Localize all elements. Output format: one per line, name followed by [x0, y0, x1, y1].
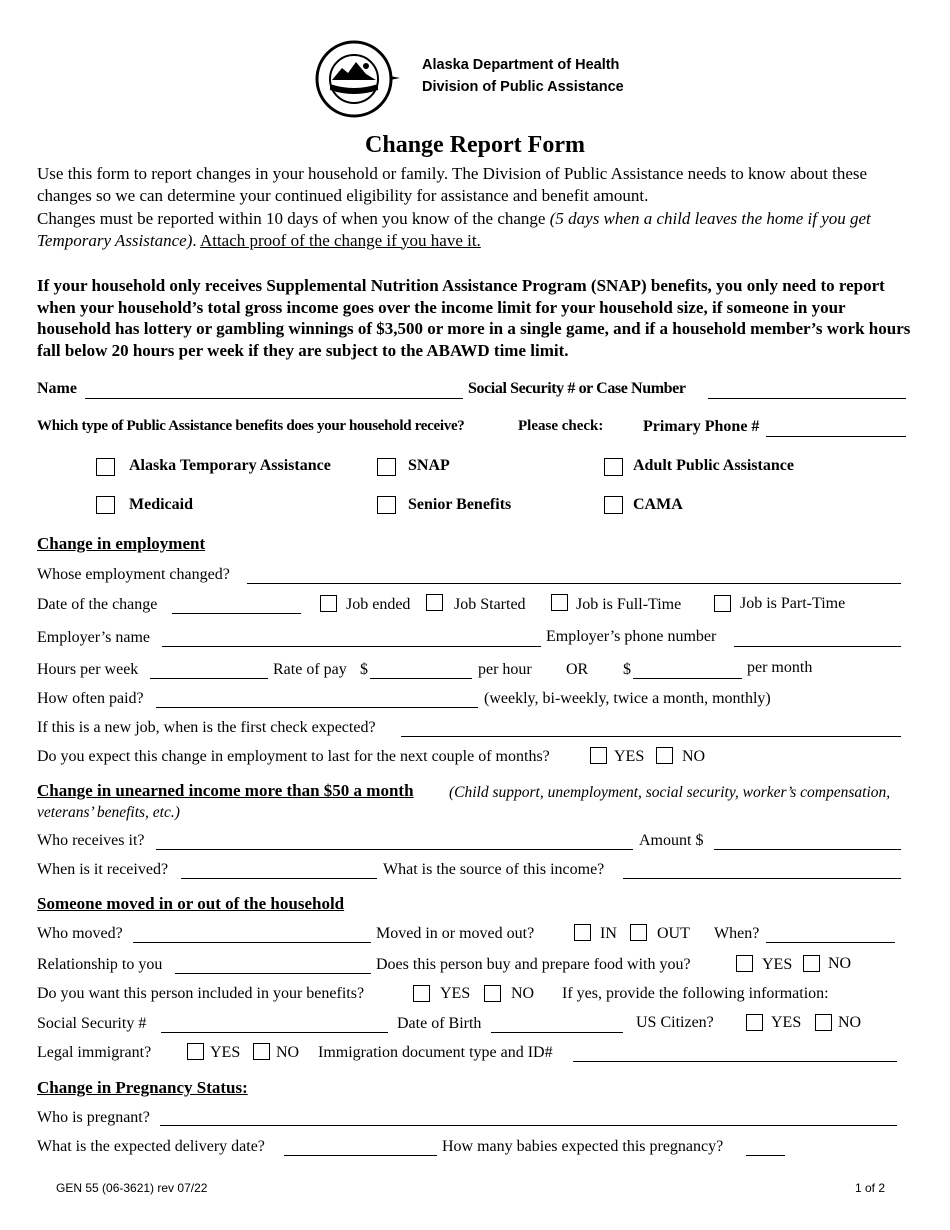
moved-out-checkbox[interactable]	[630, 924, 647, 941]
first-check-field[interactable]	[401, 718, 901, 737]
immigration-doc-label: Immigration document type and ID#	[318, 1044, 553, 1061]
moved-in-checkbox[interactable]	[574, 924, 591, 941]
who-pregnant-label: Who is pregnant?	[37, 1109, 150, 1126]
date-field[interactable]	[172, 595, 301, 614]
period: .	[192, 230, 200, 250]
expect-no-checkbox[interactable]	[656, 747, 673, 764]
intro-paragraph	[37, 163, 907, 206]
whose-label: Whose employment changed?	[37, 566, 230, 583]
member-ssn-field[interactable]	[161, 1014, 388, 1033]
state-seal	[308, 40, 400, 118]
expect-last-label: Do you expect this change in employment to last for the next couple of months?	[37, 748, 550, 765]
program-label: SNAP	[408, 457, 450, 474]
who-moved-field[interactable]	[133, 924, 371, 943]
dob-field[interactable]	[491, 1014, 623, 1033]
dob-label: Date of Birth	[397, 1015, 482, 1032]
when-received-field[interactable]	[181, 860, 377, 879]
job-started-checkbox[interactable]	[426, 594, 443, 611]
income-source-label: What is the source of this income?	[383, 861, 605, 878]
include-label: Do you want this person included in your benefits?	[37, 985, 365, 1002]
include-yes-checkbox[interactable]	[413, 985, 430, 1002]
when-received-label: When is it received?	[37, 861, 169, 878]
employer-name-field[interactable]	[162, 628, 541, 647]
part-time-label: Job is Part-Time	[740, 595, 846, 612]
household-heading: Someone moved in or out of the household	[37, 894, 345, 913]
immigration-doc-field[interactable]	[573, 1043, 897, 1062]
include-no-checkbox[interactable]	[484, 985, 501, 1002]
dollar-sign: $	[360, 661, 368, 678]
or-label: OR	[566, 661, 589, 678]
ssn-label: Social Security # or Case Number	[468, 380, 686, 397]
member-ssn-label: Social Security #	[37, 1015, 147, 1032]
division-name: Division of Public Assistance	[422, 79, 624, 95]
how-often-label: How often paid?	[37, 690, 144, 707]
legal-no-checkbox[interactable]	[253, 1043, 270, 1060]
legal-immigrant-label: Legal immigrant?	[37, 1044, 152, 1061]
amount-field[interactable]	[714, 831, 901, 850]
per-month-label: per month	[747, 659, 813, 676]
intro-text: Use this form to report changes in your household or family. The Division of Public Assistance needs to know about these changes so we can determine your continued eligibility for assistance and benefit amount.	[37, 164, 868, 205]
amount-label: Amount $	[639, 832, 704, 849]
whose-field[interactable]	[247, 565, 901, 584]
citizen-label: US Citizen?	[636, 1014, 714, 1031]
relationship-label: Relationship to you	[37, 956, 163, 973]
no-label: NO	[511, 985, 535, 1002]
yes-label: YES	[210, 1044, 241, 1061]
job-ended-checkbox[interactable]	[320, 595, 337, 612]
dept-name: Alaska Department of Health	[422, 57, 620, 73]
yes-label: YES	[440, 985, 471, 1002]
no-label: NO	[276, 1044, 300, 1061]
yes-label: YES	[771, 1014, 802, 1031]
full-time-label: Job is Full-Time	[576, 596, 682, 613]
citizen-yes-checkbox[interactable]	[746, 1014, 763, 1031]
monthly-rate-field[interactable]	[633, 660, 742, 679]
delivery-date-label: What is the expected delivery date?	[37, 1138, 265, 1155]
deadline-paragraph	[37, 208, 907, 251]
employer-name-label: Employer’s name	[37, 629, 151, 646]
cama-checkbox[interactable]	[604, 496, 623, 514]
in-label: IN	[600, 925, 617, 942]
ssn-field[interactable]	[708, 380, 906, 399]
benefits-question: Which type of Public Assistance benefits does your household receive?	[37, 418, 465, 434]
form-id: GEN 55 (06-3621) rev 07/22	[56, 1181, 208, 1195]
senior-benefits-checkbox[interactable]	[377, 496, 396, 514]
please-check: Please check:	[518, 418, 604, 434]
income-source-field[interactable]	[623, 860, 901, 879]
buy-food-label: Does this person buy and prepare food with you?	[376, 956, 691, 973]
phone-field[interactable]	[766, 418, 906, 437]
who-pregnant-field[interactable]	[160, 1107, 897, 1126]
part-time-checkbox[interactable]	[714, 595, 731, 612]
seal-text-top: STATE OF ALASKA	[326, 2, 335, 3]
snap-notice: If your household only receives Supplemental Nutrition Assistance Program (SNAP) benefits, you only need to report when your household’s total gross income goes over the income limit for your household size, if someone in your household has lottery or gambling winnings of $3,500 or more in a single game, and if a household member’s work hours fall below 20 hours per week if they are subject to the ABAWD time limit.	[37, 276, 911, 360]
phone-label: Primary Phone #	[643, 418, 760, 435]
when-moved-label: When?	[714, 925, 760, 942]
unearned-note-text: (Child support, unemployment, social security, worker’s compensation, veterans’ benefits, etc.)	[37, 784, 891, 821]
name-label: Name	[37, 380, 77, 397]
who-receives-field[interactable]	[156, 831, 633, 850]
out-label: OUT	[657, 925, 690, 942]
babies-label: How many babies expected this pregnancy?	[442, 1138, 724, 1155]
who-moved-label: Who moved?	[37, 925, 123, 942]
job-started-label: Job Started	[454, 596, 526, 613]
deadline-note: (5 days when a child leaves the home if you get Temporary Assistance)	[37, 209, 871, 250]
apa-checkbox[interactable]	[604, 458, 623, 476]
frequency-hint: (weekly, bi-weekly, twice a month, monthly)	[484, 690, 771, 707]
job-ended-label: Job ended	[346, 596, 411, 613]
unearned-note	[37, 783, 897, 823]
hours-field[interactable]	[150, 660, 268, 679]
program-label: Senior Benefits	[408, 496, 512, 513]
yes-label: YES	[762, 956, 793, 973]
per-hour-label: per hour	[478, 661, 532, 678]
program-label: Adult Public Assistance	[633, 457, 794, 474]
deadline-text: Changes must be reported within 10 days of when you know of the change	[37, 209, 550, 228]
medicaid-checkbox[interactable]	[96, 496, 115, 514]
when-moved-field[interactable]	[766, 924, 895, 943]
expect-yes-checkbox[interactable]	[590, 747, 607, 764]
citizen-no-checkbox[interactable]	[815, 1014, 832, 1031]
dollar-sign: $	[623, 661, 631, 678]
babies-field[interactable]	[746, 1137, 785, 1156]
page-number: 1 of 2	[855, 1181, 886, 1195]
date-label: Date of the change	[37, 596, 158, 613]
snap-checkbox[interactable]	[377, 458, 396, 476]
name-field[interactable]	[85, 380, 463, 399]
pregnancy-heading: Change in Pregnancy Status:	[37, 1078, 248, 1097]
no-label: NO	[838, 1014, 862, 1031]
page-title: Change Report Form	[365, 132, 585, 158]
how-often-field[interactable]	[156, 689, 478, 708]
if-yes-label: If yes, provide the following information:	[562, 985, 829, 1002]
who-receives-label: Who receives it?	[37, 832, 145, 849]
first-check-label: If this is a new job, when is the first check expected?	[37, 719, 376, 736]
hourly-rate-field[interactable]	[370, 660, 472, 679]
program-label: CAMA	[633, 496, 683, 513]
yes-label: YES	[614, 748, 645, 765]
program-label: Medicaid	[129, 496, 193, 513]
in-out-label: Moved in or moved out?	[376, 925, 535, 942]
legal-yes-checkbox[interactable]	[187, 1043, 204, 1060]
seal-text-bottom: DEPARTMENT OF HEALTH	[326, 4, 339, 5]
employment-heading: Change in employment	[37, 534, 206, 553]
program-label: Alaska Temporary Assistance	[129, 457, 331, 474]
no-label: NO	[828, 955, 852, 972]
buy-food-yes-checkbox[interactable]	[736, 955, 753, 972]
rate-label: Rate of pay	[273, 661, 347, 678]
attach-proof: Attach proof of the change if you have it.	[199, 230, 481, 250]
relationship-field[interactable]	[175, 955, 371, 974]
hours-label: Hours per week	[37, 661, 139, 678]
employer-phone-field[interactable]	[734, 628, 901, 647]
full-time-checkbox[interactable]	[551, 594, 568, 611]
employer-phone-label: Employer’s phone number	[546, 628, 717, 645]
buy-food-no-checkbox[interactable]	[803, 955, 820, 972]
unearned-heading: Change in unearned income more than $50 a month	[37, 781, 414, 800]
ata-checkbox[interactable]	[96, 458, 115, 476]
delivery-date-field[interactable]	[284, 1137, 437, 1156]
no-label: NO	[682, 748, 706, 765]
